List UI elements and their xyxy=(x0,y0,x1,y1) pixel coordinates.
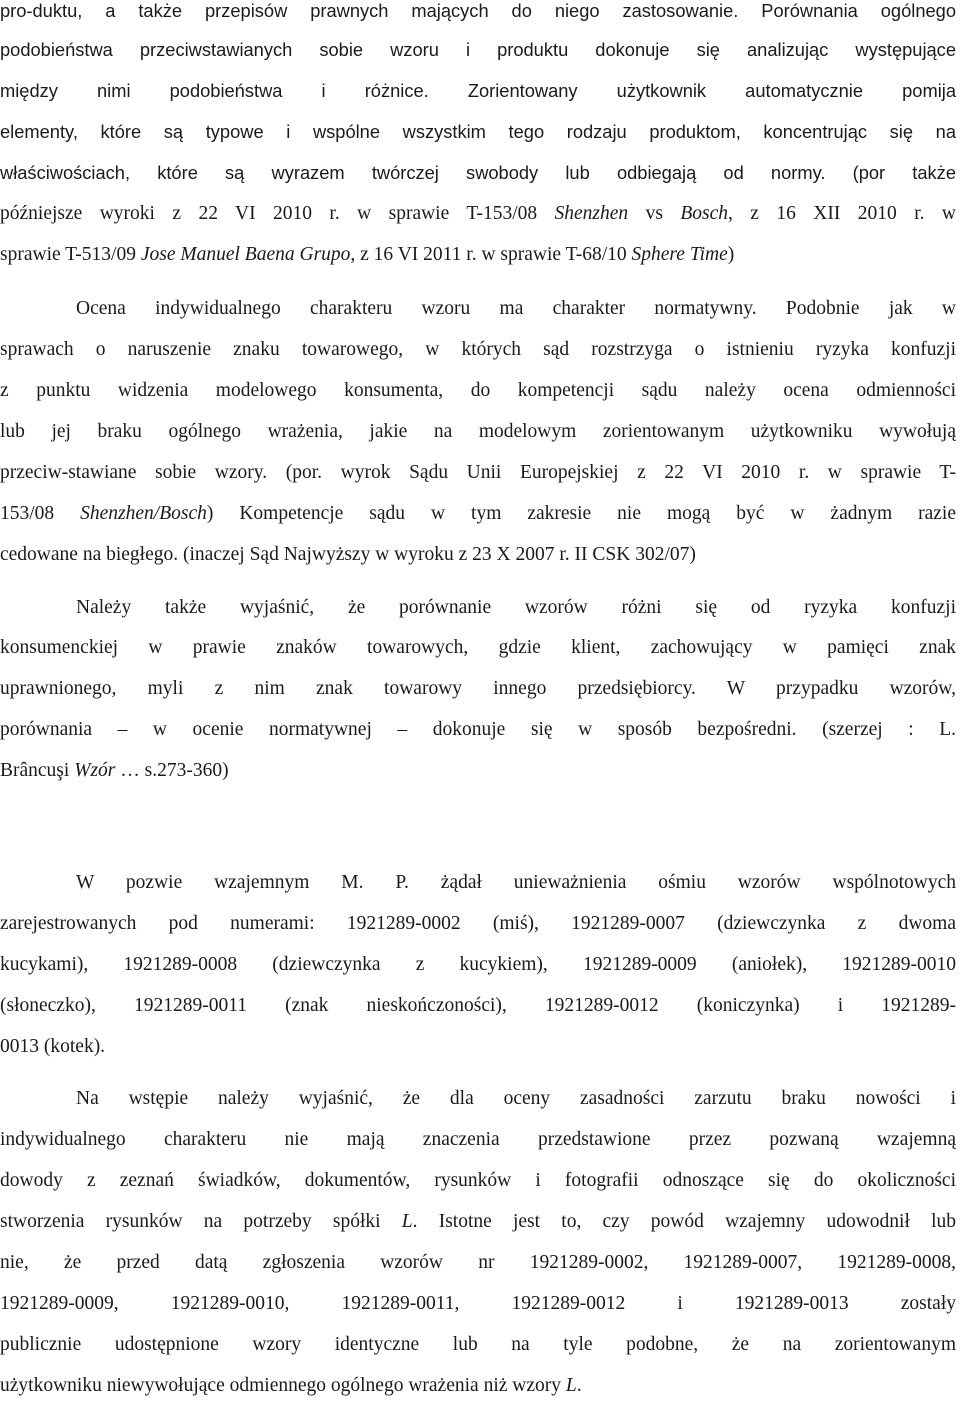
text-line: indywidualnego charakteru nie mają znaczenia przedstawione przez pozwaną wzajemną xyxy=(0,1129,956,1150)
text-line: przeciw-stawiane sobie wzory. (por. wyrok Sądu Unii Europejskiej z 22 VI 2010 r. w sprawie T- xyxy=(0,462,956,483)
text-segment: 153/08 xyxy=(0,503,81,524)
text-segment-italic: Shenzhen/Bosch xyxy=(80,503,207,524)
text-line xyxy=(0,1365,956,1406)
text-line xyxy=(0,70,956,111)
text-line xyxy=(0,234,956,275)
text-line xyxy=(0,493,956,534)
text-line: z punktu widzenia modelowego konsumenta, do kompetencji sądu należy ocena odmienności xyxy=(0,380,956,401)
text-line: uprawnionego, myli z nim znak towarowy innego przedsiębiorcy. W przypadku wzorów, xyxy=(0,678,956,699)
text-segment-italic: Sphere Time xyxy=(631,244,728,265)
text-segment-italic: Wzór xyxy=(74,760,116,781)
text-line xyxy=(0,1201,956,1242)
text-segment: . Istotne jest to, czy powód wzajemny udowodnił lub xyxy=(412,1211,956,1232)
text-line: 0013 (kotek). xyxy=(0,1036,106,1057)
text-segment: między nimi podobieństwa i różnice. xyxy=(0,80,468,101)
text-line: W pozwie wzajemnym M. P. żądał unieważnienia ośmiu wzorów wspólnotowych xyxy=(76,872,956,893)
text-line: sprawach o naruszenie znaku towarowego, w których sąd rozstrzyga o istnieniu ryzyka konfuzji xyxy=(0,339,956,360)
text-segment: późniejsze wyroki z 22 VI 2010 r. w sprawie T-153/08 xyxy=(0,203,555,224)
text-line: elementy, które są typowe i wspólne wszystkim tego rodzaju produktom, koncentrując się na xyxy=(0,121,956,142)
text-line: cedowane na biegłego. (inaczej Sąd Najwyższy w wyroku z 23 X 2007 r. II CSK 302/07) xyxy=(0,544,696,565)
text-line: zarejestrowanych pod numerami: 1921289-0002 (miś), 1921289-0007 (dziewczynka z dwoma xyxy=(0,913,956,934)
text-line: 1921289-0009, 1921289-0010, 1921289-0011, 1921289-0012 i 1921289-0013 zostały xyxy=(0,1293,956,1314)
text-line xyxy=(0,750,956,791)
text-line: publicznie udostępnione wzory identyczne lub na tyle podobne, że na zorientowanym xyxy=(0,1334,956,1355)
text-line: nie, że przed datą zgłoszenia wzorów nr 1921289-0002, 1921289-0007, 1921289-0008, xyxy=(0,1252,956,1273)
text-line: Ocena indywidualnego charakteru wzoru ma charakter normatywny. Podobnie jak w xyxy=(76,298,956,319)
text-line: właściwościach, które są wyrazem twórczej swobody lub odbiegają od normy. (por także xyxy=(0,162,956,183)
text-line: podobieństwa przeciwstawianych sobie wzoru i produktu dokonuje się analizując występujące xyxy=(0,39,956,60)
text-line: pro-duktu, a także przepisów prawnych mających do niego zastosowanie. Porównania ogólnego xyxy=(0,0,956,21)
text-segment-italic: L xyxy=(401,1211,413,1232)
text-line: lub jej braku ogólnego wrażenia, jakie na modelowym zorientowanym użytkowniku wywołują xyxy=(0,421,956,442)
text-line: (słoneczko), 1921289-0011 (znak nieskończoności), 1921289-0012 (koniczynka) i 1921289- xyxy=(0,995,956,1016)
text-line: kucykami), 1921289-0008 (dziewczynka z kucykiem), 1921289-0009 (aniołek), 1921289-0010 xyxy=(0,954,956,975)
text-segment: sprawie T-513/09 xyxy=(0,244,141,265)
text-segment: Brâncuşi xyxy=(0,760,75,781)
text-segment: vs xyxy=(628,203,681,224)
text-line: Na wstępie należy wyjaśnić, że dla oceny zasadności zarzutu braku nowości i xyxy=(76,1088,956,1109)
text-segment: ) xyxy=(727,244,735,265)
text-segment-italic: Bosch xyxy=(680,203,729,224)
text-segment-italic: Shenzhen xyxy=(554,203,629,224)
text-line: porównania – w ocenie normatywnej – dokonuje się w sposób bezpośredni. (szerzej : L. xyxy=(0,719,956,740)
text-line: dowody z zeznań świadków, dokumentów, rysunków i fotografii odnoszące się do okoliczności xyxy=(0,1170,956,1191)
text-segment: stworzenia rysunków na potrzeby spółki xyxy=(0,1211,402,1232)
text-segment: Zorientowany użytkownik automatycznie pomija xyxy=(467,80,956,101)
text-segment: , z 16 XII 2010 r. w xyxy=(728,203,956,224)
text-segment: , z 16 VI 2011 r. w sprawie T-68/10 xyxy=(350,244,632,265)
text-segment: … s.273-360) xyxy=(115,760,229,781)
text-line: Należy także wyjaśnić, że porównanie wzorów różni się od ryzyka konfuzji xyxy=(76,597,956,618)
text-segment: ) Kompetencje sądu w tym zakresie nie mogą być w żadnym razie xyxy=(206,503,956,524)
text-segment: użytkowniku niewywołujące odmiennego ogólnego wrażenia niż wzory xyxy=(0,1375,566,1396)
text-line: konsumenckiej w prawie znaków towarowych, gdzie klient, zachowujący w pamięci znak xyxy=(0,637,956,658)
text-line xyxy=(0,193,956,234)
text-segment: . xyxy=(576,1375,582,1396)
text-segment-italic: Jose Manuel Baena Grupo xyxy=(140,244,351,265)
text-segment-italic: L xyxy=(565,1375,577,1396)
